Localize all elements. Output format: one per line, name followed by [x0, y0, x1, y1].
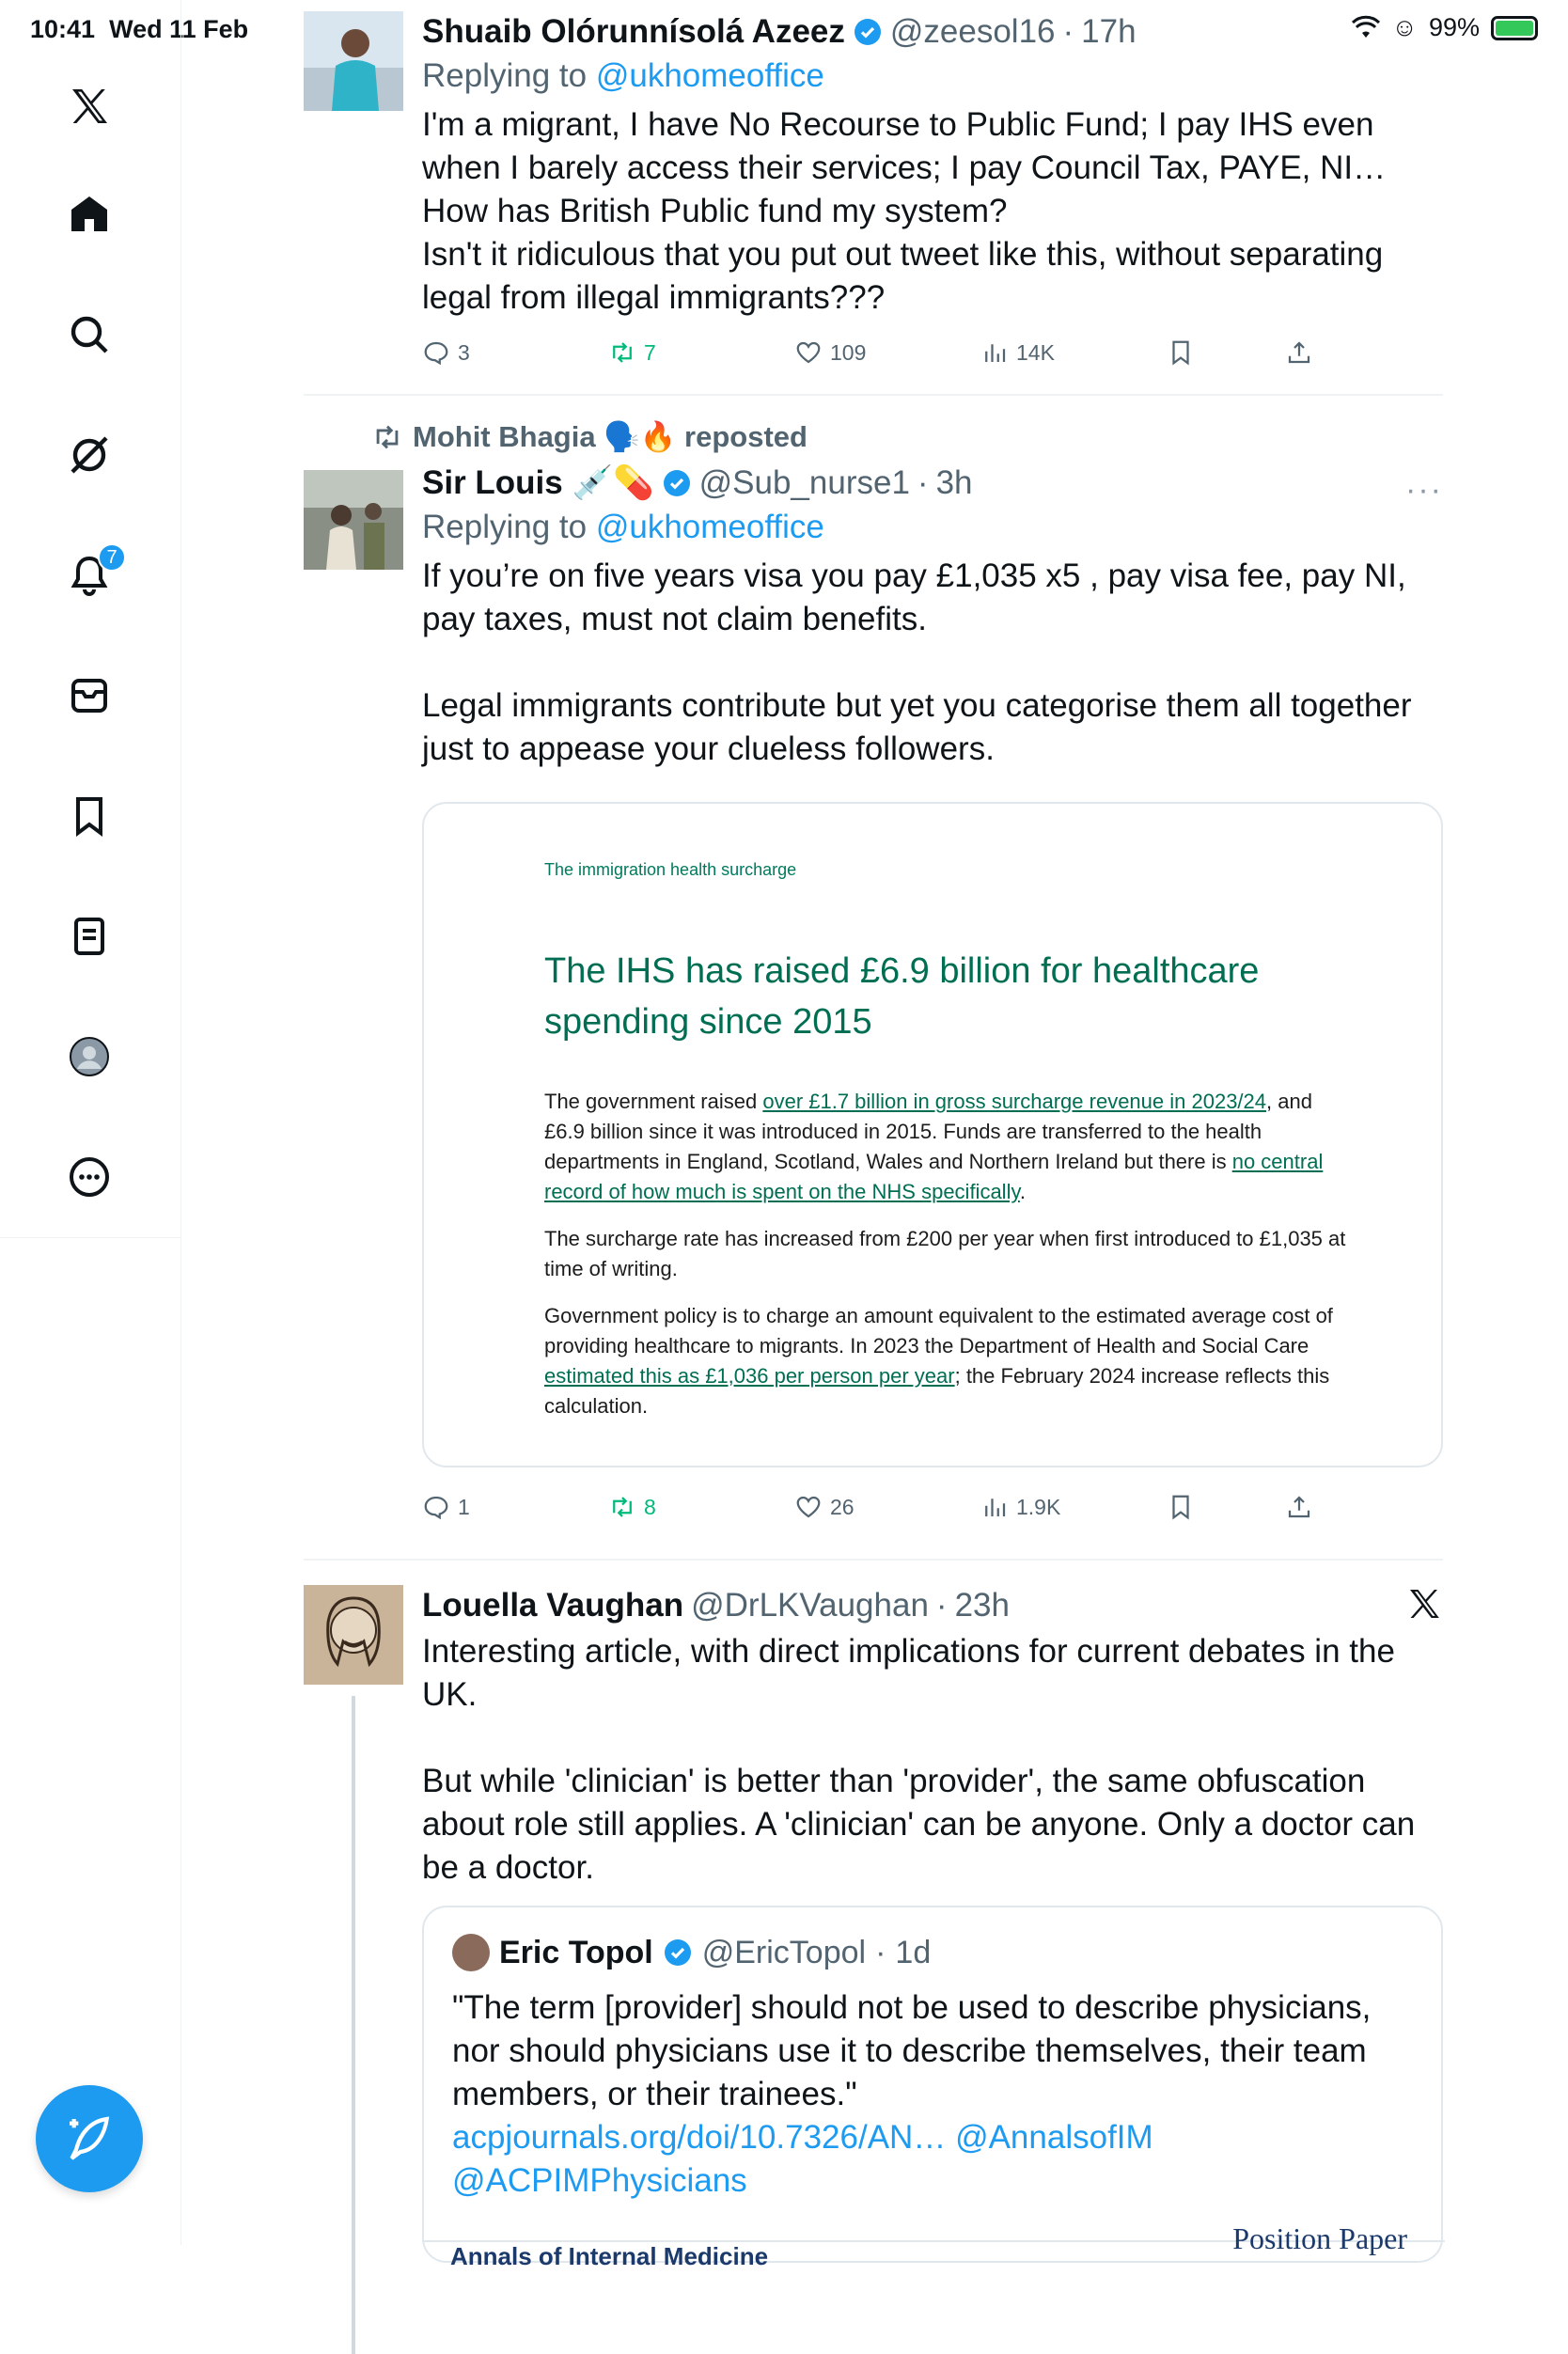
replying-to: Replying to @ukhomeoffice: [422, 57, 824, 94]
separator-dot: ·: [935, 1587, 948, 1624]
replying-to-link[interactable]: @ukhomeoffice: [595, 57, 824, 94]
tweet-header: [422, 1585, 1443, 1626]
focus-icon: ☺: [1391, 13, 1418, 41]
replying-to-link[interactable]: @ukhomeoffice: [595, 509, 824, 545]
reply-icon: [422, 338, 450, 367]
share-button[interactable]: [1285, 338, 1313, 367]
lists-icon[interactable]: [62, 909, 117, 964]
bookmark-button[interactable]: [1167, 1493, 1195, 1521]
bookmark-button[interactable]: [1167, 338, 1195, 367]
verified-badge-icon: [663, 1938, 693, 1968]
tweet-actions: [422, 338, 1325, 376]
tweet-text: I'm a migrant, I have No Recourse to Public Fund; I pay IHS even when I barely access their services; I pay Council Tax, PAYE, NI… How has British Public fund my system? Isn't it ridiculous that you put out tweet like this, without separating legal from illegal immigrants???: [422, 106, 1387, 316]
media-paragraph-3: Government policy is to charge an amount equivalent to the estimated average cost of providing healthcare to migrants. In 2023 the Department of Health and Social Care estimated this as £1,036 per person per year; the February 2024 increase reflects this calculation.: [544, 1304, 1333, 1418]
quote-mention-annals[interactable]: @AnnalsofIM: [955, 2119, 1153, 2156]
battery-icon: [1491, 16, 1538, 40]
media-paragraph-1: The government raised over £1.7 billion in gross surcharge revenue in 2023/24, and £6.9 billion since it was introduced in 2015. Funds are transferred to the health departments in England, Scotland, Wales and Northern Ireland but there is no central record of how much is spent on the NHS specifically.: [544, 1090, 1324, 1203]
share-icon: [1285, 1493, 1313, 1521]
avatar[interactable]: [304, 11, 403, 111]
separator-dot: ·: [1062, 13, 1074, 50]
verified-badge-icon: [853, 17, 883, 47]
quote-media-preview[interactable]: [424, 2221, 1445, 2270]
repost-button[interactable]: 8: [608, 1493, 656, 1521]
quote-media-left-text: Annals of Internal Medicine: [450, 2242, 769, 2270]
quote-header: Eric Topol @EricTopol · 1d: [452, 1934, 931, 1971]
author-handle[interactable]: @zeesol16: [889, 13, 1056, 50]
author-name[interactable]: Louella Vaughan: [422, 1587, 684, 1624]
quote-author-handle: @EricTopol: [701, 1934, 867, 1970]
avatar[interactable]: [304, 470, 403, 570]
tweet-divider: [304, 1559, 1443, 1561]
reply-button[interactable]: 1: [422, 1493, 470, 1521]
media-image[interactable]: [422, 802, 1443, 1467]
sidebar: [0, 0, 181, 2245]
media-title: The IHS has raised £6.9 billion for healthcare spending since 2015: [544, 951, 1260, 1042]
compose-icon: [63, 2112, 116, 2165]
grok-icon[interactable]: [62, 428, 117, 482]
quote-tweet[interactable]: [422, 1906, 1443, 2270]
media-kicker: The immigration health surcharge: [544, 860, 797, 879]
repost-icon: [608, 338, 636, 367]
profile-icon[interactable]: [62, 1029, 117, 1084]
quote-media-right-text: Position Paper: [1232, 2221, 1407, 2255]
notifications-badge: 7: [98, 543, 126, 572]
tweet-divider: [304, 394, 1443, 396]
quote-url-link[interactable]: acpjournals.org/doi/10.7326/AN…: [452, 2119, 947, 2156]
repost-icon: [371, 421, 403, 453]
avatar[interactable]: [304, 1585, 403, 1685]
replying-to: Replying to @ukhomeoffice: [422, 509, 824, 545]
reposted-by: Mohit Bhagia 🗣️🔥 reposted: [371, 419, 808, 454]
tweet-header: [422, 463, 1443, 504]
like-button[interactable]: 26: [794, 1493, 855, 1521]
views-button[interactable]: 1.9K: [980, 1493, 1060, 1521]
quote-author-name[interactable]: Eric Topol: [499, 1934, 653, 1970]
tweet-header: [422, 11, 1443, 53]
views-icon: [980, 1493, 1009, 1521]
quote-mention-acp[interactable]: @ACPIMPhysicians: [452, 2162, 747, 2199]
messages-icon[interactable]: [62, 668, 117, 723]
tweet-time[interactable]: 3h: [935, 464, 973, 501]
author-handle[interactable]: @Sub_nurse1: [698, 464, 910, 501]
views-icon: [980, 338, 1009, 367]
x-logo-icon: [1405, 1585, 1443, 1623]
compose-button[interactable]: [36, 2085, 143, 2192]
tweet-time[interactable]: 23h: [954, 1587, 1010, 1624]
repost-button[interactable]: 7: [608, 338, 656, 367]
heart-icon: [794, 1493, 823, 1521]
bookmark-icon: [1167, 1493, 1195, 1521]
author-name[interactable]: Sir Louis 💉💊: [422, 464, 654, 501]
quote-time: 1d: [895, 1934, 932, 1970]
quote-text: "The term [provider] should not be used to describe physicians, nor should physicians use it to describe themselves, their team members, or their trainees." acpjournals.org/doi/10.7326/AN… @AnnalsofIM @ACPIMPhysicians: [452, 1989, 1372, 2199]
author-handle[interactable]: @DrLKVaughan: [691, 1587, 929, 1624]
share-icon: [1285, 338, 1313, 367]
search-icon[interactable]: [62, 307, 117, 362]
author-name[interactable]: Shuaib Olórunnísolá Azeez: [422, 13, 845, 50]
tweet-text: Interesting article, with direct implications for current debates in the UK. But while 'clinician' is better than 'provider', the same obfuscation about role still applies. A 'clinician' can be anyone. Only a doctor can be a doctor.: [422, 1633, 1416, 1886]
verified-badge-icon: [662, 468, 692, 498]
reply-button[interactable]: 3: [422, 338, 470, 367]
repost-icon: [608, 1493, 636, 1521]
reply-icon: [422, 1493, 450, 1521]
separator-dot: ·: [917, 464, 929, 501]
heart-icon: [794, 338, 823, 367]
quote-avatar[interactable]: [452, 1934, 490, 1971]
sidebar-divider: [0, 1237, 181, 1238]
thread-line: [352, 1696, 355, 2354]
media-paragraph-2: The surcharge rate has increased from £200 per year when first introduced to £1,035 at time of writing.: [544, 1227, 1346, 1280]
battery-percent: 99%: [1428, 13, 1480, 41]
x-logo-icon[interactable]: [62, 79, 117, 133]
more-icon[interactable]: [62, 1150, 117, 1204]
tweet-actions: [422, 1493, 1325, 1530]
tweet-time[interactable]: 17h: [1081, 13, 1137, 50]
views-button[interactable]: 14K: [980, 338, 1055, 367]
home-icon[interactable]: [62, 187, 117, 242]
share-button[interactable]: [1285, 1493, 1313, 1521]
status-time: 10:41 Wed 11 Feb: [30, 15, 249, 43]
bookmarks-icon[interactable]: [62, 789, 117, 843]
bookmark-icon: [1167, 338, 1195, 367]
more-options-icon[interactable]: ···: [1405, 472, 1443, 508]
like-button[interactable]: 109: [794, 338, 866, 367]
tweet-text: If you’re on five years visa you pay £1,035 x5 , pay visa fee, pay NI, pay taxes, must not claim benefits. Legal immigrants contribute but yet you categorise them all together just to appease your clueless followers.: [422, 557, 1412, 767]
